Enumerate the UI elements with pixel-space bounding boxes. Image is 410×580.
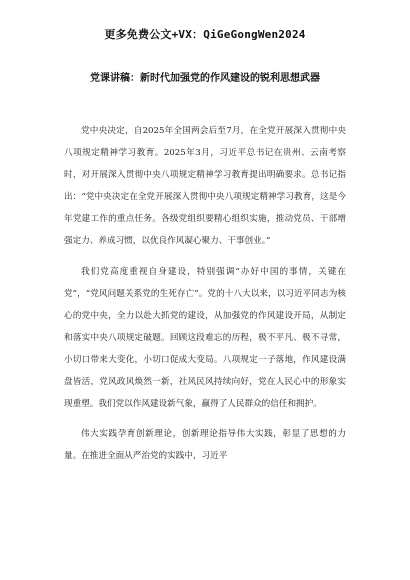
document-title: 党课讲稿：新时代加强党的作风建设的锐利思想武器 xyxy=(90,73,320,84)
watermark-header: 更多免费公文+VX：QiGeGongWen2024 xyxy=(104,28,306,41)
body-paragraph: 我们党高度重视自身建设，特别强调“办好中国的事情，关键在党”，“党风问题关系党的生死存亡”。党的十八大以来，以习近平同志为核心的党中央，全力以赴大抓党的建设，从加强党的作风建设开局，从制定和落实中央八项规定破题。回顾这段难忘的历程，极不平凡、极不寻常，小切口带来大变化，小切口促成大变局。八项规定一子落地，作风建设满盘皆活，党风政风焕然一新，社风民风持续向好，党在人民心中的形象实现重塑。我们党以作风建设新气象，赢得了人民群众的信任和拥护。 xyxy=(64,266,346,410)
body-paragraph: 伟大实践孕育创新理论，创新理论指导伟大实践，彰显了思想的力量。在推进全面从严治党的实践中，习近平 xyxy=(64,429,346,462)
body-paragraph: 党中央决定，自2025年全国两会后至7月，在全党开展深入贯彻中央八项规定精神学习教育。2025年3月，习近平总书记在贵州、云南考察时，对开展深入贯彻中央八项规定精神学习教育提出明确要求。总书记指出：“党中央决定在全党开展深入贯彻中央八项规定精神学习教育，这是今年党建工作的重点任务。各级党组织要精心组织实施，推动党员、干部增强定力、养成习惯，以优良作风凝心聚力、干事创业。” xyxy=(64,126,346,247)
document-body xyxy=(64,120,346,467)
